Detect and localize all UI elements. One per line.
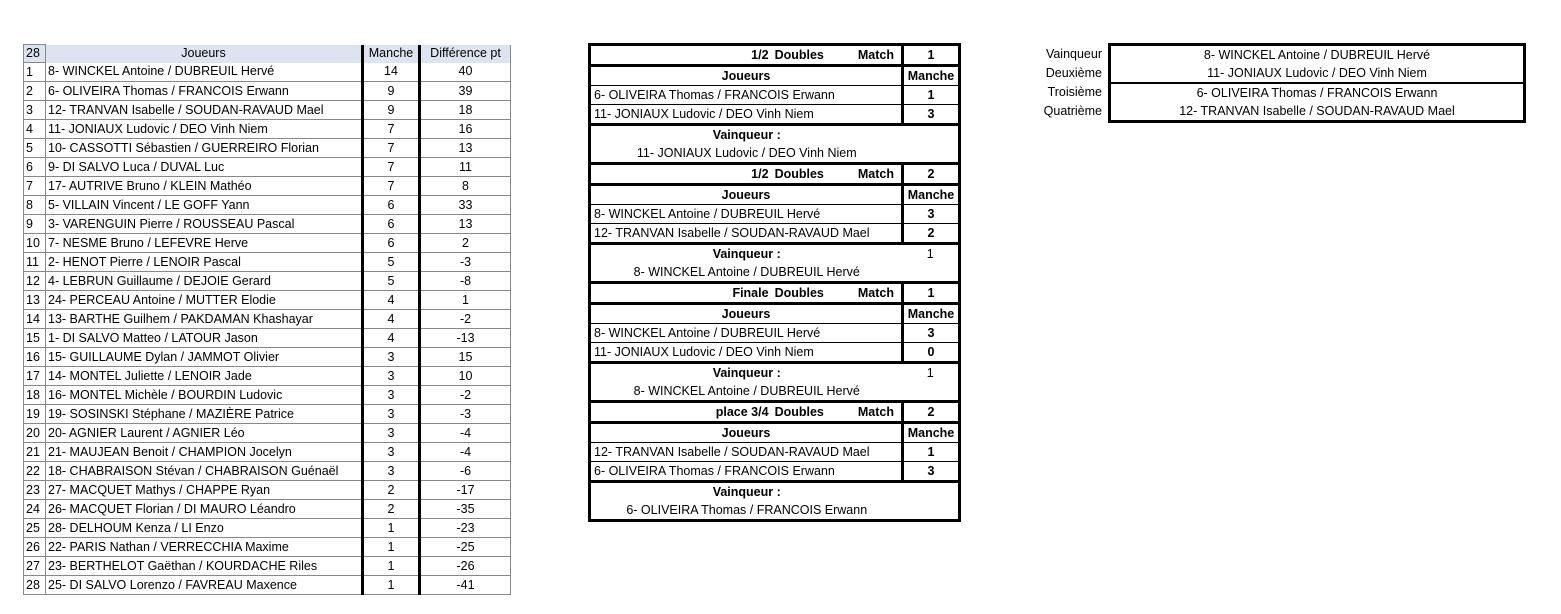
team-score: 0: [903, 343, 960, 363]
match-player-row: [590, 443, 960, 462]
difference-cell: -23: [420, 519, 511, 538]
winner-label: Vainqueur :: [712, 365, 781, 380]
players-header: Joueurs: [590, 304, 903, 324]
manche-cell: 2: [363, 500, 420, 519]
players-cell: 11- JONIAUX Ludovic / DEO Vinh Niem: [46, 120, 363, 139]
table-row: [24, 63, 511, 82]
podium-label: Quatrième: [1043, 104, 1102, 119]
match-subheader-row: [590, 185, 960, 205]
players-cell: 1- DI SALVO Matteo / LATOUR Jason: [46, 329, 363, 348]
match-round: 1/2: [751, 166, 769, 181]
podium-label: Vainqueur: [1045, 46, 1102, 61]
rank-cell: 24: [24, 500, 46, 519]
manche-cell: 7: [363, 139, 420, 158]
winner-label-row: [590, 125, 960, 145]
rank-cell: 15: [24, 329, 46, 348]
rank-cell: 8: [24, 196, 46, 215]
players-cell: 23- BERTHELOT Gaëthan / KOURDACHE Riles: [46, 557, 363, 576]
difference-cell: 2: [420, 234, 511, 253]
manche-cell: 1: [363, 519, 420, 538]
difference-cell: 15: [420, 348, 511, 367]
table-row: [24, 139, 511, 158]
manche-cell: 3: [363, 386, 420, 405]
players-cell: 28- DELHOUM Kenza / LI Enzo: [46, 519, 363, 538]
podium-label: Deuxième: [1045, 66, 1102, 80]
winner-score: 1: [926, 246, 934, 261]
players-cell: 6- OLIVEIRA Thomas / FRANCOIS Erwann: [46, 82, 363, 101]
manche-cell: 7: [363, 177, 420, 196]
manche-cell: 3: [363, 367, 420, 386]
difference-cell: -4: [420, 424, 511, 443]
podium-row: [1030, 102, 1525, 122]
rank-cell: 12: [24, 272, 46, 291]
team-score: 3: [903, 324, 960, 343]
manche-cell: 2: [363, 481, 420, 500]
difference-cell: 10: [420, 367, 511, 386]
manche-cell: 3: [363, 462, 420, 481]
winner-score: 1: [926, 365, 934, 380]
table-row: [24, 557, 511, 576]
players-cell: 16- MONTEL Michèle / BOURDIN Ludovic: [46, 386, 363, 405]
match-header: [590, 164, 903, 185]
rank-cell: 2: [24, 82, 46, 101]
header-players: Joueurs: [46, 45, 363, 63]
rank-cell: 7: [24, 177, 46, 196]
rank-cell: 28: [24, 576, 46, 595]
match-player-row: [590, 105, 960, 125]
table-row: [24, 405, 511, 424]
table-row: [24, 443, 511, 462]
players-cell: 21- MAUJEAN Benoit / CHAMPION Jocelyn: [46, 443, 363, 462]
rank-cell: 1: [24, 63, 46, 82]
match-header: [590, 402, 903, 423]
table-row: [24, 576, 511, 595]
winner-name: 11- JONIAUX Ludovic / DEO Vinh Niem: [590, 144, 903, 164]
team-name: 6- OLIVEIRA Thomas / FRANCOIS Erwann: [590, 86, 903, 105]
team-score: 3: [903, 462, 960, 482]
winner-label: Vainqueur :: [712, 246, 781, 261]
team-name: 12- TRANVAN Isabelle / SOUDAN-RAVAUD Mael: [590, 443, 903, 462]
players-cell: 24- PERCEAU Antoine / MUTTER Elodie: [46, 291, 363, 310]
winner-blank: [903, 382, 960, 402]
team-name: 6- OLIVEIRA Thomas / FRANCOIS Erwann: [590, 462, 903, 482]
players-cell: 10- CASSOTTI Sébastien / GUERREIRO Florian: [46, 139, 363, 158]
team-score: 1: [903, 443, 960, 462]
table-row: [24, 82, 511, 101]
winner-label-row: [590, 363, 960, 383]
difference-cell: -3: [420, 253, 511, 272]
match-label: Match: [857, 47, 894, 62]
match-number: 1: [903, 283, 960, 304]
rank-cell: 9: [24, 215, 46, 234]
winner-name-row: [590, 263, 960, 283]
table-row: [24, 310, 511, 329]
rank-cell: 13: [24, 291, 46, 310]
manche-cell: 4: [363, 310, 420, 329]
table-row: [24, 462, 511, 481]
winner-name-row: [590, 382, 960, 402]
players-cell: 20- AGNIER Laurent / AGNIER Léo: [46, 424, 363, 443]
matches-body: [590, 45, 960, 521]
match-header-row: [590, 164, 960, 185]
podium-label: Troisième: [1047, 85, 1102, 99]
manche-header: Manche: [903, 185, 960, 205]
manche-cell: 1: [363, 557, 420, 576]
match-type: Doubles: [774, 285, 824, 300]
rank-cell: 20: [24, 424, 46, 443]
winner-label-row: [590, 482, 960, 502]
manche-cell: 7: [363, 158, 420, 177]
players-cell: 26- MACQUET Florian / DI MAURO Léandro: [46, 500, 363, 519]
table-row: [24, 329, 511, 348]
table-row: [24, 481, 511, 500]
table-row: [24, 120, 511, 139]
difference-cell: -4: [420, 443, 511, 462]
manche-cell: 14: [363, 63, 420, 82]
manche-cell: 6: [363, 196, 420, 215]
ranking-header-row: [24, 45, 511, 63]
players-cell: 19- SOSINSKI Stéphane / MAZIÈRE Patrice: [46, 405, 363, 424]
players-header: Joueurs: [590, 66, 903, 86]
players-cell: 25- DI SALVO Lorenzo / FAVREAU Maxence: [46, 576, 363, 595]
team-score: 3: [903, 205, 960, 224]
match-player-row: [590, 86, 960, 105]
manche-cell: 3: [363, 424, 420, 443]
difference-cell: -13: [420, 329, 511, 348]
winner-name: 8- WINCKEL Antoine / DUBREUIL Hervé: [590, 263, 903, 283]
table-row: [24, 500, 511, 519]
players-cell: 22- PARIS Nathan / VERRECCHIA Maxime: [46, 538, 363, 557]
ranking-body: [24, 63, 511, 595]
table-row: [24, 291, 511, 310]
rank-cell: 26: [24, 538, 46, 557]
podium-table: [1030, 43, 1526, 123]
matches-table: [588, 43, 961, 522]
manche-cell: 5: [363, 253, 420, 272]
team-name: 8- WINCKEL Antoine / DUBREUIL Hervé: [590, 324, 903, 343]
podium-value: 6- OLIVEIRA Thomas / FRANCOIS Erwann: [1110, 83, 1525, 102]
team-score: 3: [903, 105, 960, 125]
winner-label: Vainqueur :: [712, 484, 781, 499]
winner-name: 8- WINCKEL Antoine / DUBREUIL Hervé: [590, 382, 903, 402]
header-count: 28: [24, 45, 46, 63]
match-type: Doubles: [774, 166, 824, 181]
table-row: [24, 348, 511, 367]
podium-value: 12- TRANVAN Isabelle / SOUDAN-RAVAUD Mael: [1110, 102, 1525, 122]
players-cell: 17- AUTRIVE Bruno / KLEIN Mathéo: [46, 177, 363, 196]
players-cell: 7- NESME Bruno / LEFEVRE Herve: [46, 234, 363, 253]
players-cell: 8- WINCKEL Antoine / DUBREUIL Hervé: [46, 63, 363, 82]
rank-cell: 11: [24, 253, 46, 272]
difference-cell: 40: [420, 63, 511, 82]
difference-cell: -26: [420, 557, 511, 576]
rank-cell: 16: [24, 348, 46, 367]
manche-cell: 5: [363, 272, 420, 291]
difference-cell: -35: [420, 500, 511, 519]
difference-cell: -2: [420, 386, 511, 405]
table-row: [24, 519, 511, 538]
match-type: Doubles: [774, 404, 824, 419]
players-cell: 3- VARENGUIN Pierre / ROUSSEAU Pascal: [46, 215, 363, 234]
table-row: [24, 538, 511, 557]
match-header: [590, 45, 903, 66]
manche-cell: 3: [363, 405, 420, 424]
rank-cell: 27: [24, 557, 46, 576]
difference-cell: -17: [420, 481, 511, 500]
players-cell: 2- HENOT Pierre / LENOIR Pascal: [46, 253, 363, 272]
table-row: [24, 253, 511, 272]
rank-cell: 5: [24, 139, 46, 158]
winner-name-row: [590, 144, 960, 164]
players-cell: 18- CHABRAISON Stévan / CHABRAISON Guénaël: [46, 462, 363, 481]
players-cell: 14- MONTEL Juliette / LENOIR Jade: [46, 367, 363, 386]
rank-cell: 18: [24, 386, 46, 405]
rank-cell: 10: [24, 234, 46, 253]
players-cell: 9- DI SALVO Luca / DUVAL Luc: [46, 158, 363, 177]
team-name: 11- JONIAUX Ludovic / DEO Vinh Niem: [590, 343, 903, 363]
rank-cell: 17: [24, 367, 46, 386]
rank-cell: 14: [24, 310, 46, 329]
manche-cell: 1: [363, 538, 420, 557]
difference-cell: -41: [420, 576, 511, 595]
players-header: Joueurs: [590, 423, 903, 443]
rank-cell: 19: [24, 405, 46, 424]
match-header: [590, 283, 903, 304]
table-row: [24, 367, 511, 386]
difference-cell: 1: [420, 291, 511, 310]
manche-cell: 7: [363, 120, 420, 139]
players-cell: 15- GUILLAUME Dylan / JAMMOT Olivier: [46, 348, 363, 367]
difference-cell: 13: [420, 215, 511, 234]
team-score: 2: [903, 224, 960, 244]
manche-cell: 6: [363, 215, 420, 234]
manche-cell: 6: [363, 234, 420, 253]
podium-value: 8- WINCKEL Antoine / DUBREUIL Hervé: [1110, 45, 1525, 65]
match-subheader-row: [590, 304, 960, 324]
manche-cell: 4: [363, 291, 420, 310]
rank-cell: 21: [24, 443, 46, 462]
match-header-row: [590, 45, 960, 66]
match-player-row: [590, 324, 960, 343]
table-row: [24, 101, 511, 120]
podium-row: [1030, 45, 1525, 65]
table-row: [24, 215, 511, 234]
match-round: place 3/4: [715, 404, 769, 419]
match-player-row: [590, 205, 960, 224]
winner-score: [903, 125, 960, 145]
team-name: 12- TRANVAN Isabelle / SOUDAN-RAVAUD Mael: [590, 224, 903, 244]
manche-cell: 3: [363, 348, 420, 367]
difference-cell: 13: [420, 139, 511, 158]
match-number: 2: [903, 164, 960, 185]
ranking-table: [23, 44, 511, 595]
manche-cell: 1: [363, 576, 420, 595]
winner-name: 6- OLIVEIRA Thomas / FRANCOIS Erwann: [590, 501, 903, 521]
match-subheader-row: [590, 66, 960, 86]
difference-cell: 33: [420, 196, 511, 215]
manche-cell: 4: [363, 329, 420, 348]
podium-row: [1030, 83, 1525, 102]
rank-cell: 4: [24, 120, 46, 139]
manche-header: Manche: [903, 423, 960, 443]
winner-blank: [903, 501, 960, 521]
manche-cell: 3: [363, 443, 420, 462]
match-type: Doubles: [774, 47, 824, 62]
team-name: 8- WINCKEL Antoine / DUBREUIL Hervé: [590, 205, 903, 224]
winner-label: Vainqueur :: [712, 127, 781, 142]
table-row: [24, 234, 511, 253]
players-cell: 4- LEBRUN Guillaume / DEJOIE Gerard: [46, 272, 363, 291]
winner-blank: [903, 144, 960, 164]
rank-cell: 6: [24, 158, 46, 177]
players-cell: 13- BARTHE Guilhem / PAKDAMAN Khashayar: [46, 310, 363, 329]
difference-cell: -2: [420, 310, 511, 329]
winner-score: [903, 482, 960, 502]
table-row: [24, 177, 511, 196]
table-row: [24, 424, 511, 443]
manche-header: Manche: [903, 66, 960, 86]
difference-cell: 11: [420, 158, 511, 177]
players-header: Joueurs: [590, 185, 903, 205]
players-cell: 5- VILLAIN Vincent / LE GOFF Yann: [46, 196, 363, 215]
difference-cell: 8: [420, 177, 511, 196]
match-number: 2: [903, 402, 960, 423]
match-number: 1: [903, 45, 960, 66]
podium-row: [1030, 64, 1525, 83]
difference-cell: -6: [420, 462, 511, 481]
winner-name-row: [590, 501, 960, 521]
difference-cell: 18: [420, 101, 511, 120]
table-row: [24, 386, 511, 405]
manche-cell: 9: [363, 101, 420, 120]
players-cell: 27- MACQUET Mathys / CHAPPE Ryan: [46, 481, 363, 500]
difference-cell: -3: [420, 405, 511, 424]
table-row: [24, 272, 511, 291]
rank-cell: 3: [24, 101, 46, 120]
header-difference: Différence pt: [420, 45, 511, 63]
match-label: Match: [857, 285, 894, 300]
match-round: Finale: [732, 285, 769, 300]
match-player-row: [590, 462, 960, 482]
match-label: Match: [857, 166, 894, 181]
difference-cell: 16: [420, 120, 511, 139]
match-label: Match: [857, 404, 894, 419]
header-manche: Manche: [363, 45, 420, 63]
podium-value: 11- JONIAUX Ludovic / DEO Vinh Niem: [1110, 64, 1525, 83]
match-subheader-row: [590, 423, 960, 443]
difference-cell: -8: [420, 272, 511, 291]
match-header-row: [590, 283, 960, 304]
rank-cell: 22: [24, 462, 46, 481]
winner-blank: [903, 263, 960, 283]
winner-label-row: [590, 244, 960, 264]
table-row: [24, 196, 511, 215]
table-row: [24, 158, 511, 177]
manche-cell: 9: [363, 82, 420, 101]
rank-cell: 23: [24, 481, 46, 500]
team-name: 11- JONIAUX Ludovic / DEO Vinh Niem: [590, 105, 903, 125]
team-score: 1: [903, 86, 960, 105]
difference-cell: 39: [420, 82, 511, 101]
rank-cell: 25: [24, 519, 46, 538]
match-round: 1/2: [751, 47, 769, 62]
players-cell: 12- TRANVAN Isabelle / SOUDAN-RAVAUD Mael: [46, 101, 363, 120]
match-header-row: [590, 402, 960, 423]
match-player-row: [590, 343, 960, 363]
manche-header: Manche: [903, 304, 960, 324]
difference-cell: -25: [420, 538, 511, 557]
match-player-row: [590, 224, 960, 244]
